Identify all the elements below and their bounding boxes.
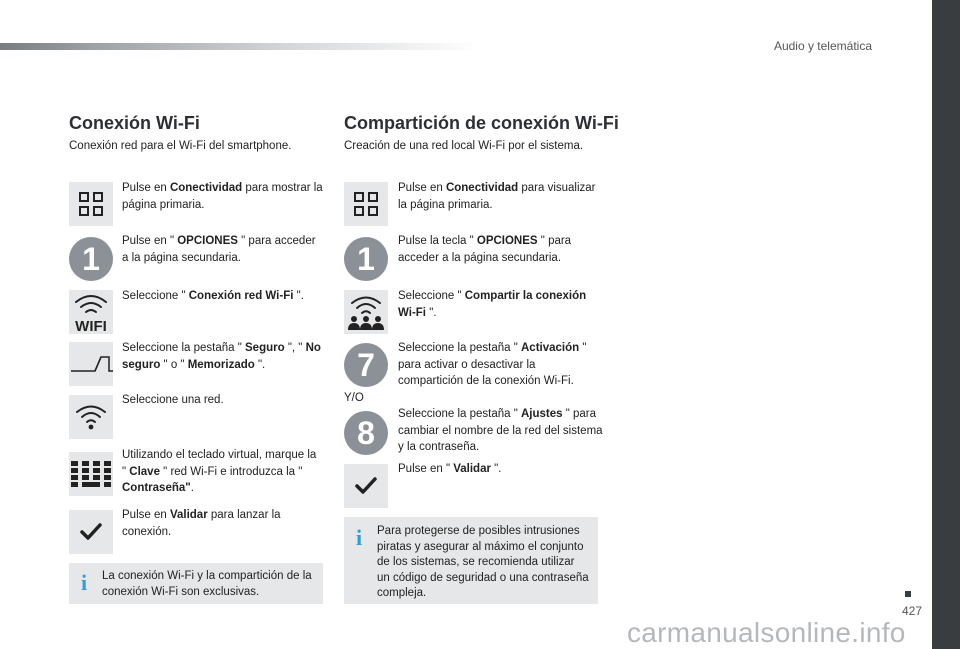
info-icon: i [81,570,88,595]
left-info-text: La conexión Wi-Fi y la compartición de la conexión Wi-Fi son exclusivas. [102,570,312,598]
left-step-6: Utilizando el teclado virtual, marque la " Clave " red Wi-Fi e introduzca la " Contraseña". [122,449,317,494]
wifi-icon [69,395,113,439]
number-1-icon: 1 [344,237,388,281]
right-step-6: Pulse en " Validar ". [398,463,502,475]
wifi-share-icon [344,290,388,334]
section-label: Audio y telemática [773,39,872,53]
and-or-label: Y/O [344,392,364,404]
right-step-3: Seleccione " Compartir la conexión Wi-Fi ". [398,290,587,319]
left-step-3: Seleccione " Conexión red Wi-Fi ". [122,290,304,302]
check-icon [344,464,388,508]
right-step-5: Seleccione la pestaña " Ajustes " para cambiar el nombre de la red del sistema y la contraseña. [398,408,603,453]
side-band [932,0,960,649]
left-step-4: Seleccione la pestaña " Seguro ", " No seguro " o " Memorizado ". [122,342,321,371]
left-step-5: Seleccione una red. [122,394,224,406]
right-step-2: Pulse la tecla " OPCIONES " para acceder a la página secundaria. [398,235,572,264]
number-7-icon: 7 [344,343,388,387]
page-marker [905,591,911,597]
left-step-1: Pulse en Conectividad para mostrar la página primaria. [122,182,323,211]
left-step-2: Pulse en " OPCIONES " para acceder a la página secundaria. [122,235,316,264]
keyboard-icon [69,452,113,496]
number-8-icon: 8 [344,411,388,455]
right-info-text: Para protegerse de posibles intrusiones piratas y asegurar al máximo el conjunto de los sistemas, se recomienda utilizar un código de seguridad o una contraseña compleja. [377,525,589,599]
grid-icon [344,182,388,226]
grid-icon [69,182,113,226]
right-step-1: Pulse en Conectividad para visualizar la página primaria. [398,182,596,211]
page-number: 427 [901,604,922,618]
right-title: Compartición de conexión Wi-Fi [344,113,619,133]
watermark: carmanualsonline.info [627,617,906,648]
info-icon: i [356,525,363,550]
right-info-box [344,517,598,604]
number-1-icon: 1 [69,237,113,281]
tabs-icon [69,342,113,386]
wifi-label-text: WIFI [75,318,107,334]
right-step-4: Seleccione la pestaña " Activación " para activar o desactivar la compartición de la conexión Wi-Fi. [398,342,587,387]
left-step-7: Pulse en Validar para lanzar la conexión. [122,509,281,538]
wifi-label-icon [69,290,113,334]
top-gradient-bar [0,43,480,50]
left-title: Conexión Wi-Fi [69,113,200,133]
left-intro: Conexión red para el Wi-Fi del smartphone. [69,140,292,152]
right-intro: Creación de una red local Wi-Fi por el sistema. [344,140,584,152]
left-info-box [69,563,323,604]
check-icon [69,510,113,554]
